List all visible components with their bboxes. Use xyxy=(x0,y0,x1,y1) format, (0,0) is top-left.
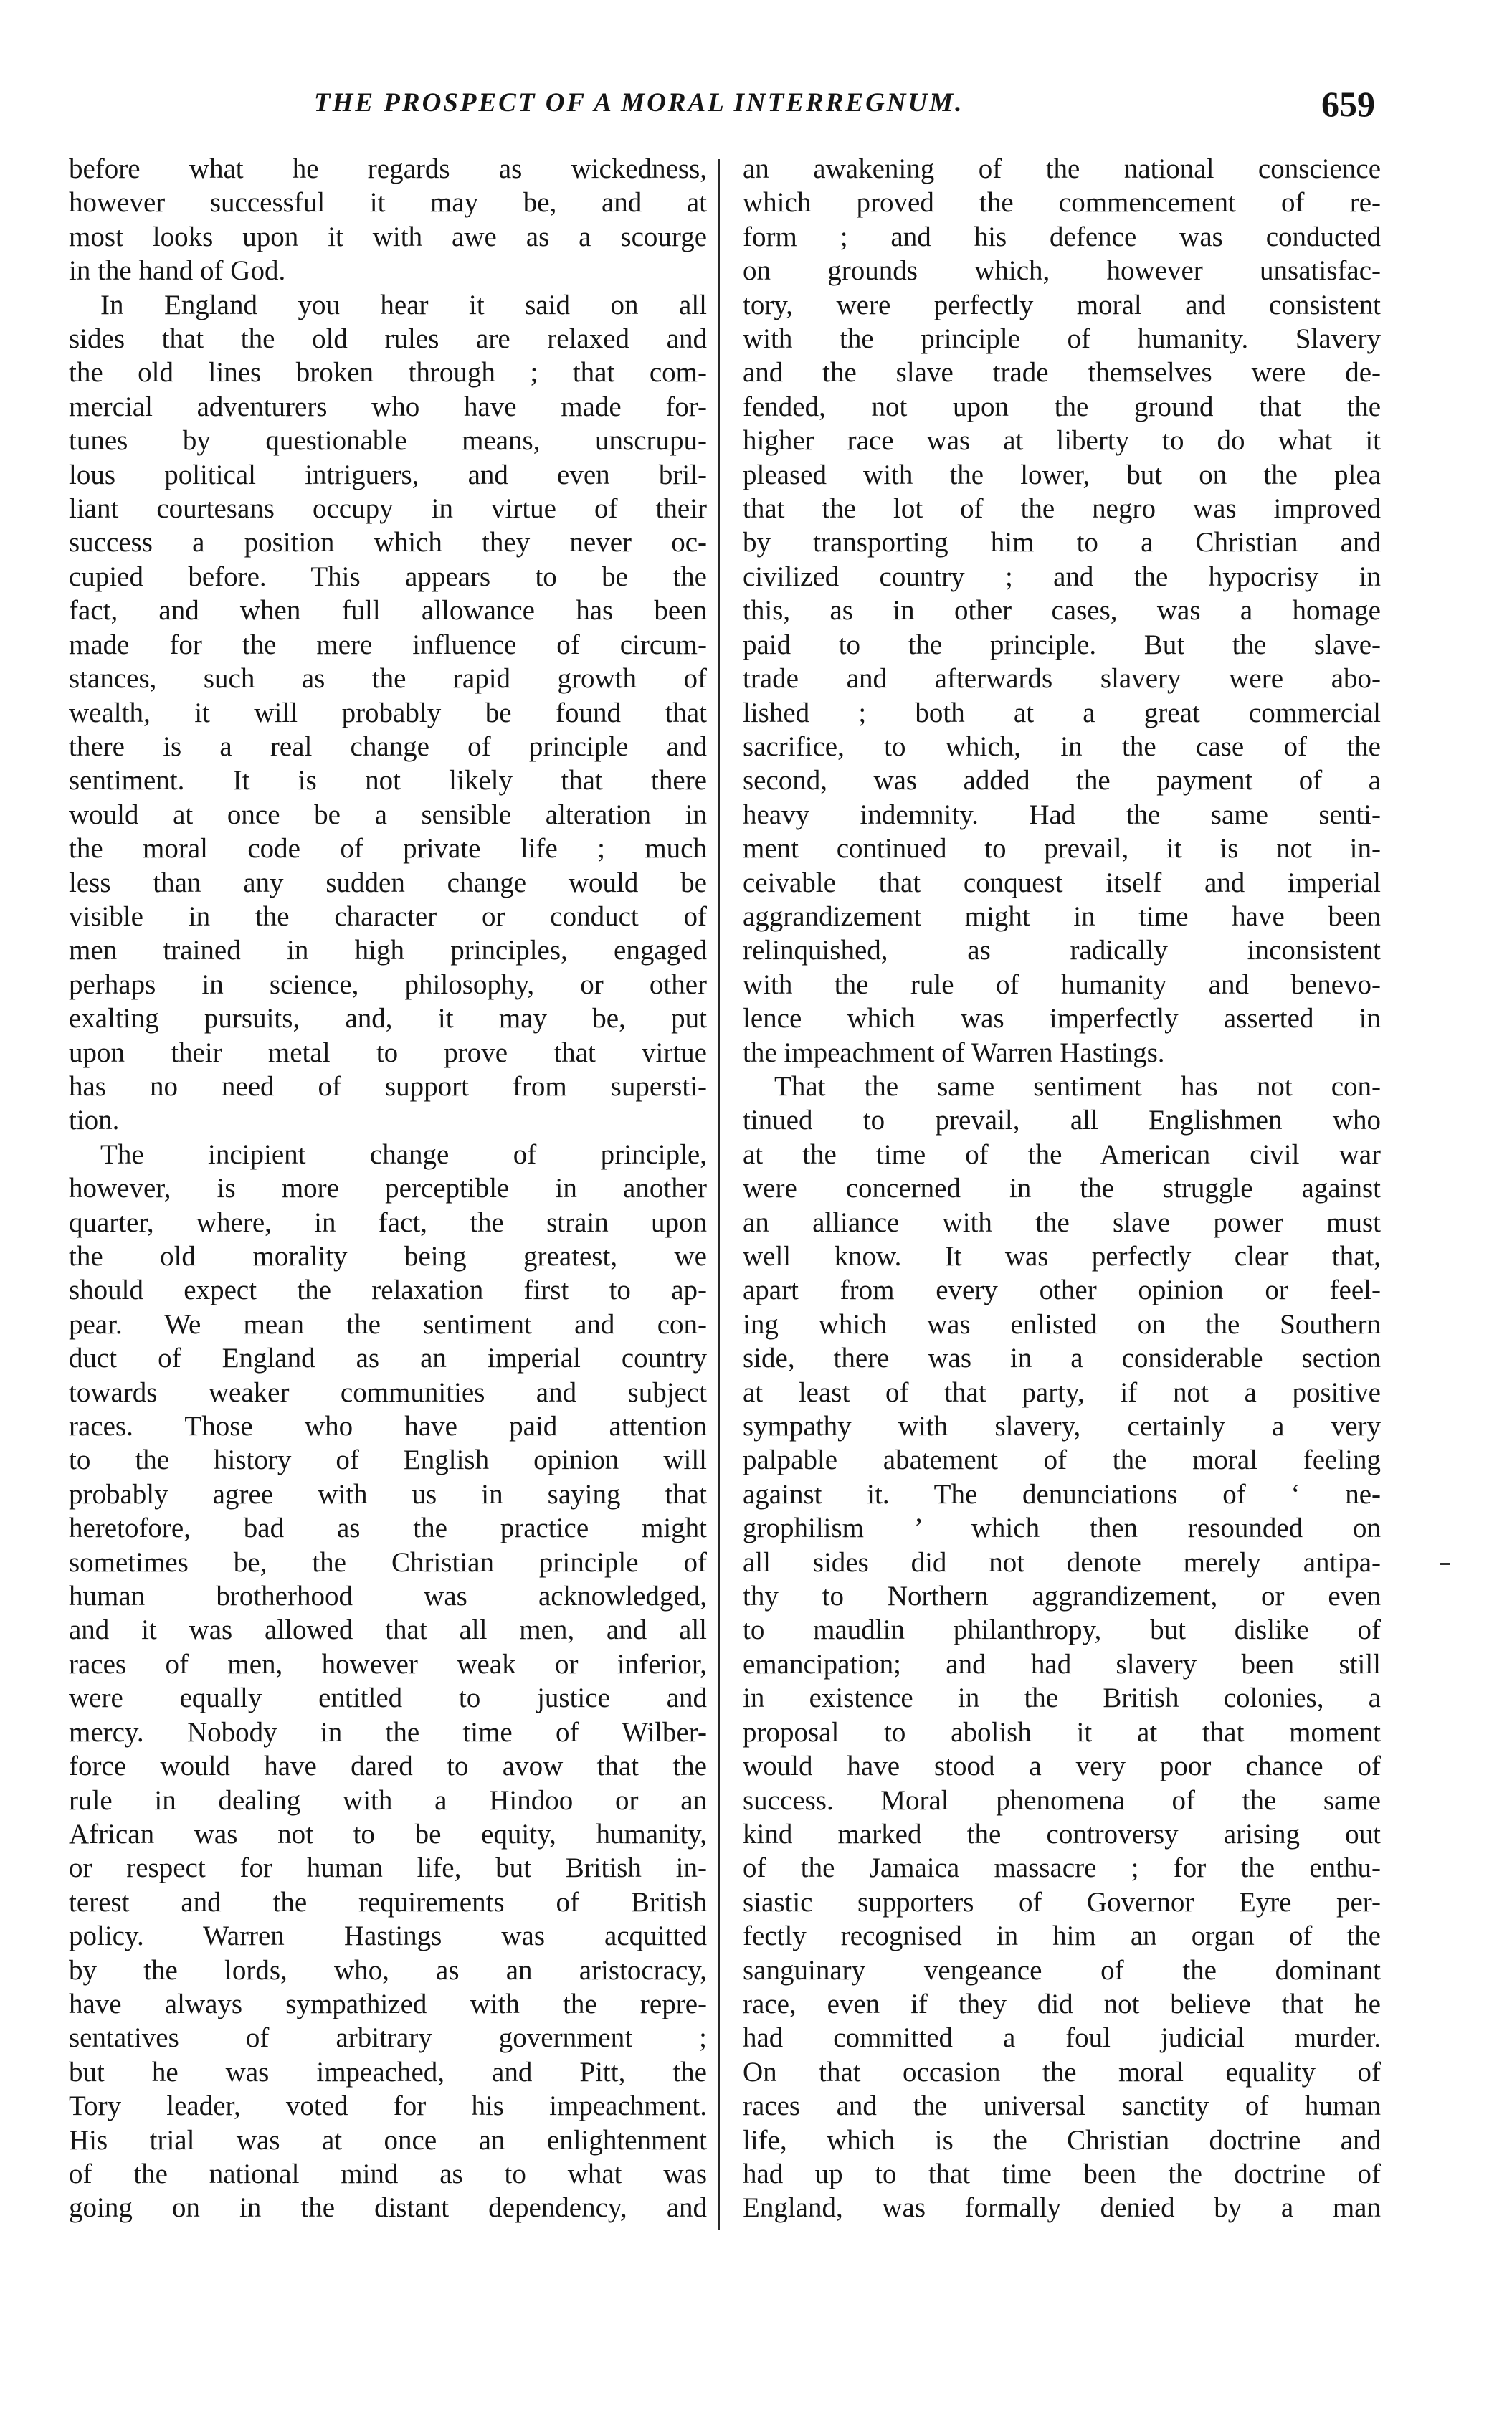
text-line: tinued to prevail, all Englishmen who xyxy=(743,1105,1381,1136)
text-line: tunes by questionable means, unscrupu- xyxy=(69,425,707,457)
text-line: tion. xyxy=(69,1105,120,1136)
text-line: of the Jamaica massacre ; for the enthu- xyxy=(743,1852,1381,1884)
text-line: sentatives of arbitrary government ; xyxy=(69,2022,707,2054)
text-line: the old morality being greatest, we xyxy=(69,1241,707,1272)
text-line: sacrifice, to which, in the case of the xyxy=(743,731,1381,762)
text-line: less than any sudden change would be xyxy=(69,867,707,898)
text-line: On that occasion the moral equality of xyxy=(743,2056,1381,2088)
text-line: aggrandizement might in time have been xyxy=(743,900,1381,932)
text-line: at least of that party, if not a positive xyxy=(743,1376,1381,1408)
text-line: siastic supporters of Governor Eyre per- xyxy=(743,1886,1381,1918)
text-line: That the same sentiment has not con- xyxy=(774,1070,1381,1102)
text-line: quarter, where, in fact, the strain upon xyxy=(69,1207,707,1238)
text-line: had committed a foul judicial murder. xyxy=(743,2022,1381,2054)
text-line: palpable abatement of the moral feeling xyxy=(743,1445,1381,1476)
text-line: all sides did not denote merely antipa- xyxy=(743,1546,1381,1578)
text-line: at the time of the American civil war xyxy=(743,1138,1381,1170)
text-line: going on in the distant dependency, and xyxy=(69,2192,707,2224)
text-line: were concerned in the struggle against xyxy=(743,1173,1381,1204)
text-line: fact, and when full allowance has been xyxy=(69,595,707,627)
text-line: lence which was imperfectly asserted in xyxy=(743,1003,1381,1034)
text-line: side, there was in a considerable section xyxy=(743,1343,1381,1374)
text-line: African was not to be equity, humanity, xyxy=(69,1818,707,1850)
text-line: England, was formally denied by a man xyxy=(743,2192,1381,2224)
text-line: liant courtesans occupy in virtue of their xyxy=(69,493,707,525)
text-line: rule in dealing with a Hindoo or an xyxy=(69,1784,707,1816)
text-line: would at once be a sensible alteration in xyxy=(69,799,707,830)
text-line: fectly recognised in him an organ of the xyxy=(743,1921,1381,1952)
text-line: should expect the relaxation first to ap- xyxy=(69,1275,707,1306)
text-line: heretofore, bad as the practice might xyxy=(69,1513,707,1544)
text-line: on grounds which, however unsatisfac- xyxy=(743,255,1381,287)
text-line: pear. We mean the sentiment and con- xyxy=(69,1308,707,1340)
text-line: fended, not upon the ground that the xyxy=(743,391,1381,422)
text-line: an alliance with the slave power must xyxy=(743,1207,1381,1238)
text-line: has no need of support from supersti- xyxy=(69,1070,707,1102)
text-line: proposal to abolish it at that moment xyxy=(743,1716,1381,1748)
text-line: the impeachment of Warren Hastings. xyxy=(743,1037,1165,1068)
text-line: second, was added the payment of a xyxy=(743,765,1381,796)
text-line: to the history of English opinion will xyxy=(69,1445,707,1476)
text-line: before what he regards as wickedness, xyxy=(69,153,707,184)
text-line: lished ; both at a great commercial xyxy=(743,697,1381,728)
text-line: and the slave trade themselves were de- xyxy=(743,357,1381,389)
text-line: wealth, it will probably be found that xyxy=(69,697,707,728)
text-line: in the hand of God. xyxy=(69,255,286,287)
text-line: Tory leader, voted for his impeachment. xyxy=(69,2090,707,2122)
text-line: to maudlin philanthropy, but dislike of xyxy=(743,1614,1381,1646)
text-line: paid to the principle. But the slave- xyxy=(743,629,1381,660)
text-line: upon their metal to prove that virtue xyxy=(69,1037,707,1068)
text-line: would have stood a very poor chance of xyxy=(743,1751,1381,1782)
text-line: with the rule of humanity and benevo- xyxy=(743,969,1381,1000)
text-line: policy. Warren Hastings was acquitted xyxy=(69,1921,707,1952)
text-line: most looks upon it with awe as a scourge xyxy=(69,221,707,252)
text-line: but he was impeached, and Pitt, the xyxy=(69,2056,707,2088)
text-line: by the lords, who, as an aristocracy, xyxy=(69,1954,707,1986)
text-line: an awakening of the national conscience xyxy=(743,153,1381,184)
text-line: success a position which they never oc- xyxy=(69,527,707,558)
text-line: or respect for human life, but British in- xyxy=(69,1852,707,1884)
text-line: ing which was enlisted on the Southern xyxy=(743,1308,1381,1340)
text-line: life, which is the Christian doctrine and xyxy=(743,2124,1381,2156)
text-line: sentiment. It is not likely that there xyxy=(69,765,707,796)
text-line: cupied before. This appears to be the xyxy=(69,561,707,592)
text-line: sometimes be, the Christian principle of xyxy=(69,1546,707,1578)
text-line: lous political intriguers, and even bril- xyxy=(69,459,707,490)
text-line: ment continued to prevail, it is not in- xyxy=(743,833,1381,865)
text-line: His trial was at once an enlightenment xyxy=(69,2124,707,2156)
text-line: however successful it may be, and at xyxy=(69,187,707,219)
text-line: thy to Northern aggrandizement, or even xyxy=(743,1581,1381,1612)
text-line: force would have dared to avow that the xyxy=(69,1751,707,1782)
text-line: stances, such as the rapid growth of xyxy=(69,663,707,695)
text-line: races of men, however weak or inferior, xyxy=(69,1648,707,1680)
text-line: against it. The denunciations of ‘ ne- xyxy=(743,1478,1381,1510)
text-line: this, as in other cases, was a homage xyxy=(743,595,1381,627)
text-line: relinquished, as radically inconsistent xyxy=(743,935,1381,966)
page-number: 659 xyxy=(1321,84,1375,124)
margin-mark xyxy=(1440,1563,1450,1565)
text-line: emancipation; and had slavery been still xyxy=(743,1648,1381,1680)
text-line: grophilism ’ which then resounded on xyxy=(743,1513,1381,1544)
text-line: civilized country ; and the hypocrisy in xyxy=(743,561,1381,592)
running-title: THE PROSPECT OF A MORAL INTERREGNUM. xyxy=(314,88,964,118)
text-line: in existence in the British colonies, a xyxy=(743,1683,1381,1714)
text-line: visible in the character or conduct of xyxy=(69,900,707,932)
text-line: races. Those who have paid attention xyxy=(69,1411,707,1442)
text-line: trade and afterwards slavery were abo- xyxy=(743,663,1381,695)
text-line: men trained in high principles, engaged xyxy=(69,935,707,966)
text-line: of the national mind as to what was xyxy=(69,2158,707,2189)
text-line: perhaps in science, philosophy, or other xyxy=(69,969,707,1000)
text-line: success. Moral phenomena of the same xyxy=(743,1784,1381,1816)
text-line: In England you hear it said on all xyxy=(100,289,707,320)
text-line: exalting pursuits, and, it may be, put xyxy=(69,1003,707,1034)
text-line: and it was allowed that all men, and all xyxy=(69,1614,707,1646)
text-line: there is a real change of principle and xyxy=(69,731,707,762)
text-line: duct of England as an imperial country xyxy=(69,1343,707,1374)
page-header xyxy=(69,84,1375,138)
text-line: towards weaker communities and subject xyxy=(69,1376,707,1408)
text-line: probably agree with us in saying that xyxy=(69,1478,707,1510)
text-line: heavy indemnity. Had the same senti- xyxy=(743,799,1381,830)
text-line: higher race was at liberty to do what it xyxy=(743,425,1381,457)
text-line: the old lines broken through ; that com- xyxy=(69,357,707,389)
text-line: had up to that time been the doctrine of xyxy=(743,2158,1381,2189)
text-line: have always sympathized with the repre- xyxy=(69,1988,707,2019)
text-line: that the lot of the negro was improved xyxy=(743,493,1381,525)
text-line: were equally entitled to justice and xyxy=(69,1683,707,1714)
text-line: however, is more perceptible in another xyxy=(69,1173,707,1204)
text-line: by transporting him to a Christian and xyxy=(743,527,1381,558)
text-line: races and the universal sanctity of human xyxy=(743,2090,1381,2122)
text-line: form ; and his defence was conducted xyxy=(743,221,1381,252)
text-line: tory, were perfectly moral and consistent xyxy=(743,289,1381,320)
text-line: the moral code of private life ; much xyxy=(69,833,707,865)
right-column xyxy=(743,152,1381,2225)
text-line: human brotherhood was acknowledged, xyxy=(69,1581,707,1612)
text-line: kind marked the controversy arising out xyxy=(743,1818,1381,1850)
text-line: sides that the old rules are relaxed and xyxy=(69,323,707,355)
column-divider xyxy=(718,159,720,2230)
text-line: apart from every other opinion or feel- xyxy=(743,1275,1381,1306)
text-line: race, even if they did not believe that he xyxy=(743,1988,1381,2019)
text-line: pleased with the lower, but on the plea xyxy=(743,459,1381,490)
text-line: mercial adventurers who have made for- xyxy=(69,391,707,422)
text-line: sympathy with slavery, certainly a very xyxy=(743,1411,1381,1442)
text-line: ceivable that conquest itself and imperial xyxy=(743,867,1381,898)
text-line: terest and the requirements of British xyxy=(69,1886,707,1918)
text-line: made for the mere influence of circum- xyxy=(69,629,707,660)
text-line: sanguinary vengeance of the dominant xyxy=(743,1954,1381,1986)
text-line: The incipient change of principle, xyxy=(100,1138,707,1170)
text-line: with the principle of humanity. Slavery xyxy=(743,323,1381,355)
left-column xyxy=(69,152,707,2225)
text-line: which proved the commencement of re- xyxy=(743,187,1381,219)
text-line: mercy. Nobody in the time of Wilber- xyxy=(69,1716,707,1748)
text-line: well know. It was perfectly clear that, xyxy=(743,1241,1381,1272)
